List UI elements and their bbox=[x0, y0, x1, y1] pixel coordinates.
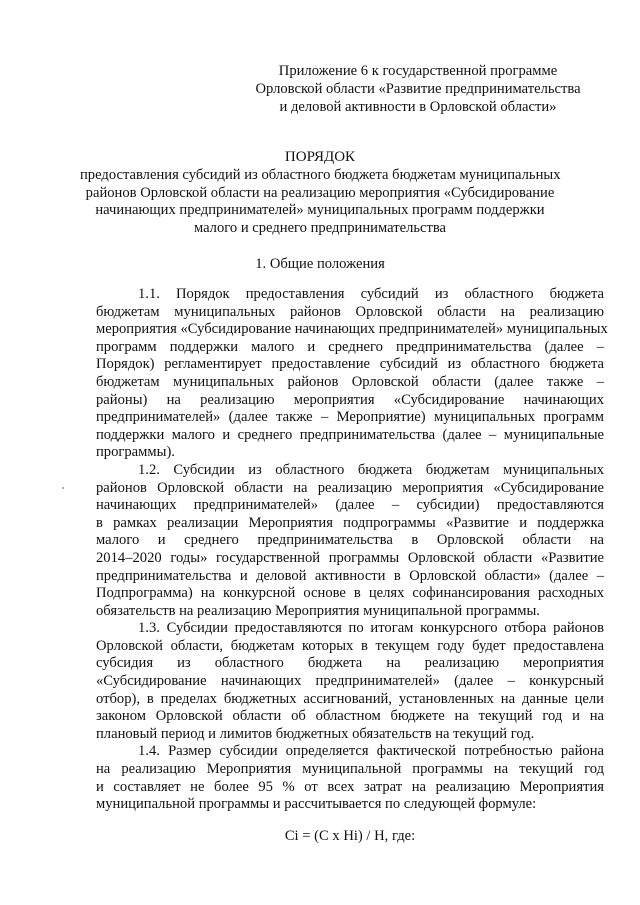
text-line: программы). bbox=[96, 444, 175, 461]
text-line: 1.4. Размер субсидии определяется фактической потребностью района bbox=[138, 743, 604, 760]
text-line: 2014–2020 годы» государственной программы Орловской области «Развитие bbox=[96, 549, 604, 566]
subtitle-line: малого и среднего предпринимательства bbox=[193, 219, 447, 236]
paragraph-1-2 bbox=[96, 462, 604, 620]
text-line: 1.3. Субсидии предоставляются по итогам конкурсного отбора районов bbox=[138, 620, 604, 637]
text-line: малого и среднего предпринимательства в Орловской области на bbox=[96, 532, 604, 549]
document-body bbox=[96, 286, 608, 814]
text-line: программ поддержки малого и среднего предпринимательства (далее – bbox=[96, 338, 604, 355]
section-heading: 1. Общие положения bbox=[255, 256, 385, 272]
text-line: Порядок) регламентирует предоставление субсидий из областного бюджета bbox=[96, 356, 604, 373]
text-line: предпринимательства и деловой активности в Орловской области» (далее – bbox=[96, 567, 604, 584]
paragraph-1-3 bbox=[96, 620, 604, 743]
subtitle-line: предоставления субсидий из областного бюджета бюджетам муниципальных bbox=[80, 167, 561, 183]
text-line: Подпрограмма) на конкурсной основе в целях софинансирования расходных bbox=[96, 585, 604, 602]
paragraph-1-1 bbox=[96, 286, 608, 462]
text-line: бюджетам муниципальных районов Орловской области на реализацию bbox=[96, 303, 604, 320]
text-line: отбор), в пределах бюджетных ассигнований, установленных на данные цели bbox=[96, 690, 604, 707]
text-line: начинающих предпринимателей» (далее – субсидии) предоставляются bbox=[96, 497, 604, 514]
text-line: в рамках реализации Мероприятия подпрограммы «Развитие и поддержка bbox=[96, 514, 604, 531]
text-line: обязательств на реализацию Мероприятия муниципальной программы. bbox=[96, 602, 540, 619]
paragraph-1-4 bbox=[96, 743, 604, 813]
appendix-line: Приложение 6 к государственной программе bbox=[278, 63, 558, 79]
text-line: и составляет не более 95 % от всех затрат на реализацию Мероприятия bbox=[96, 778, 604, 795]
text-line: районов Орловской области на реализацию мероприятия «Субсидирование bbox=[96, 479, 604, 496]
subtitle-line: начинающих предпринимателей» муниципальных программ поддержки bbox=[95, 202, 545, 219]
text-line: Орловской области, бюджетам которых в текущем году будет предоставлена bbox=[96, 637, 604, 654]
subtitle-line: районов Орловской области на реализацию мероприятия «Субсидирование bbox=[85, 184, 555, 201]
appendix-note bbox=[232, 62, 604, 116]
text-line: 1.1. Порядок предоставления субсидий из областного бюджета bbox=[138, 286, 604, 302]
text-line: законом Орловской области об областном бюджете на текущий год и на bbox=[96, 708, 604, 725]
text-line: предпринимателей» (далее также – Мероприятие) муниципальных программ bbox=[96, 409, 604, 426]
document-subtitle bbox=[80, 167, 560, 237]
formula: Ci = (C x Hi) / H, где: bbox=[284, 828, 416, 844]
text-line: районы) на реализацию мероприятия «Субсидирование начинающих bbox=[96, 391, 604, 408]
text-line: на реализацию Мероприятия муниципальной программы на текущий год bbox=[96, 761, 604, 778]
text-line: мероприятия «Субсидирование начинающих предпринимателей» муниципальных bbox=[96, 321, 608, 338]
appendix-line: Орловской области «Развитие предпринимательства bbox=[255, 81, 581, 97]
appendix-line: и деловой активности в Орловской области» bbox=[279, 99, 557, 115]
document-title: ПОРЯДОК bbox=[284, 149, 356, 165]
text-line: «Субсидирование начинающих предпринимателей» (далее – конкурсный bbox=[96, 673, 604, 690]
text-line: поддержки малого и среднего предпринимательства (далее – муниципальные bbox=[96, 426, 604, 443]
text-line: субсидия из областного бюджета на реализацию мероприятия bbox=[96, 655, 604, 672]
text-line: бюджетам муниципальных районов Орловской области (далее также – bbox=[96, 373, 604, 390]
text-line: муниципальной программы и рассчитывается по следующей формуле: bbox=[96, 796, 537, 813]
text-line: плановый период и лимитов бюджетных обязательств на текущий год. bbox=[96, 725, 535, 742]
scan-speck bbox=[62, 487, 64, 489]
text-line: 1.2. Субсидии из областного бюджета бюджетам муниципальных bbox=[138, 461, 604, 478]
